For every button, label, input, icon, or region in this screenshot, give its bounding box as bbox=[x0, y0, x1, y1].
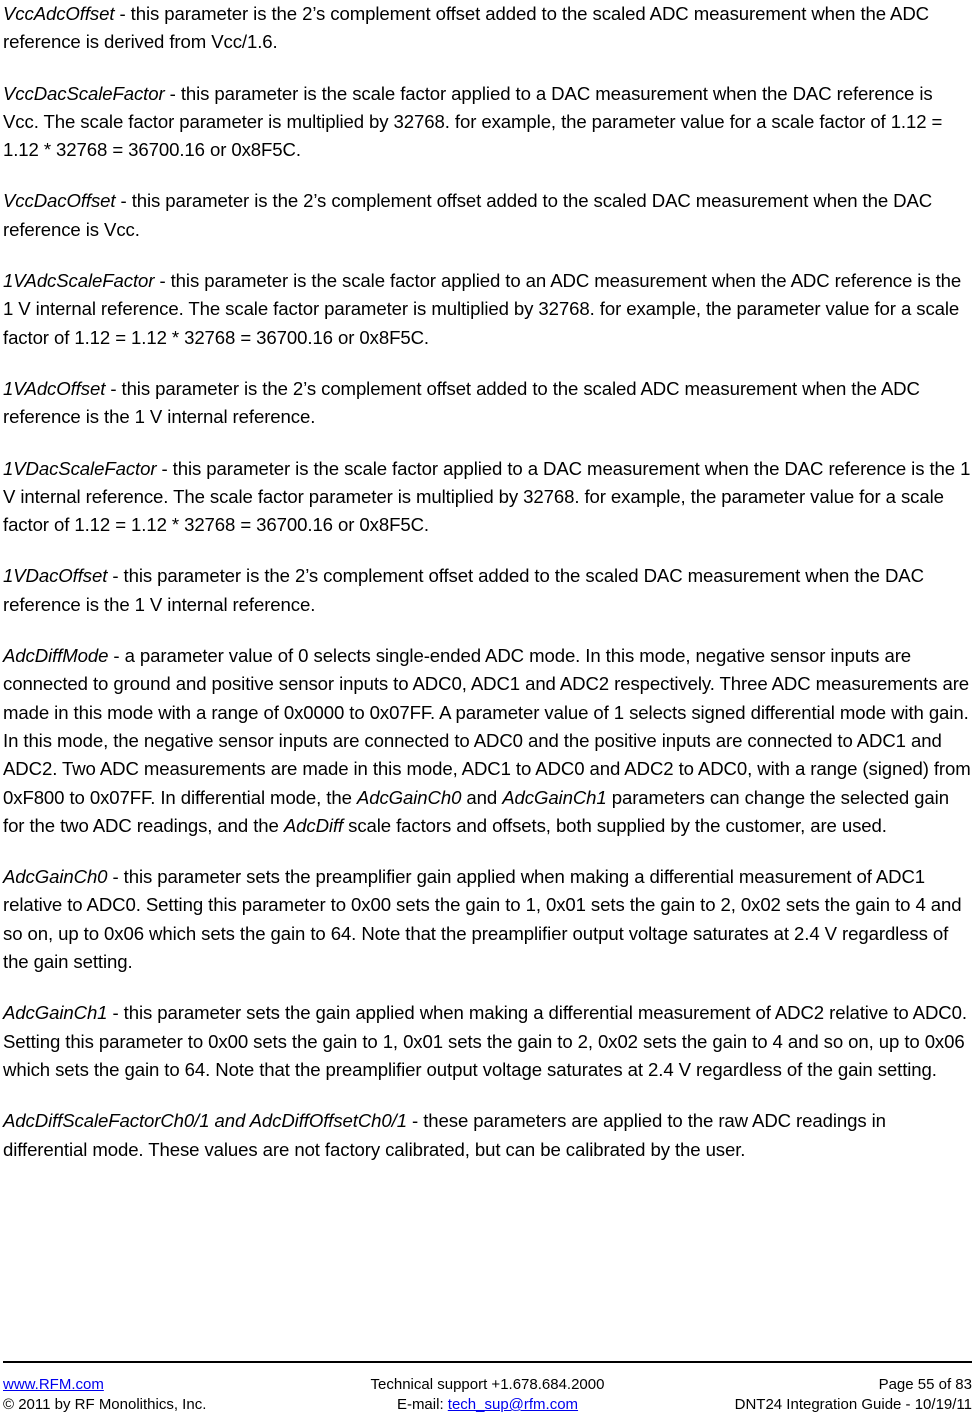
param-description: this parameter is the 2’s complement offset added to the scaled DAC measurement when the DAC reference is Vcc. bbox=[3, 190, 933, 240]
param-description-part: parameters can change the selected gain for the two ADC readings, and the bbox=[3, 786, 949, 836]
term-separator: - bbox=[107, 1002, 124, 1024]
param-term: 1VDacOffset bbox=[3, 565, 108, 587]
page-number: Page 55 of 83 bbox=[878, 1376, 972, 1393]
term-separator: - bbox=[107, 565, 124, 587]
term-separator: - bbox=[406, 1110, 424, 1132]
document-body bbox=[3, 0, 971, 1187]
param-term: 1VAdcScaleFactor bbox=[3, 270, 155, 292]
param-adcgainch1 bbox=[3, 999, 971, 1084]
param-1vadcoffset bbox=[3, 375, 971, 432]
param-term: 1VAdcOffset bbox=[3, 377, 106, 399]
email-label: E-mail: bbox=[396, 1396, 448, 1413]
param-adcgainch0 bbox=[3, 863, 971, 976]
param-term: VccAdcOffset bbox=[3, 3, 115, 24]
term-separator: - bbox=[156, 457, 173, 479]
param-adcdiffmode bbox=[3, 642, 971, 840]
term-separator: - bbox=[114, 3, 131, 24]
param-description: this parameter is the scale factor applied to a DAC measurement when the DAC reference is Vcc. The scale factor parameter is multiplied by 32768. for example, the parameter value for a scale factor of 1.12 = 1.12 * 32768 = 36700.16 or 0x8F5C. bbox=[3, 82, 943, 161]
param-1vdacoffset bbox=[3, 562, 971, 619]
copyright: © 2011 by RF Monolithics, Inc. bbox=[3, 1396, 207, 1413]
term-separator: - bbox=[115, 190, 132, 212]
param-description: this parameter is the scale factor applied to a DAC measurement when the DAC reference is the 1 V internal reference. The scale factor parameter is multiplied by 32768. for example, the parameter value for a scale factor of 1.12 = 1.12 * 32768 = 36700.16 or 0x8F5C. bbox=[3, 457, 971, 536]
param-description: this parameter sets the preamplifier gain applied when making a differential measurement of ADC1 relative to ADC0. Setting this parameter to 0x00 sets the gain to 1, 0x01 sets the gain to 2, 0x02 sets the gain to 4 and so on, up to 0x06 which sets the gain to 64. Note that the preamplifier output voltage saturates at 2.4 V regardless of the gain setting. bbox=[3, 866, 962, 973]
website-link[interactable]: www.RFM.com bbox=[3, 1376, 104, 1393]
param-vccdacscalefactor bbox=[3, 80, 971, 165]
term-separator: - bbox=[164, 82, 181, 104]
term-separator: - bbox=[108, 645, 125, 667]
email-link[interactable]: tech_sup@rfm.com bbox=[447, 1396, 579, 1413]
param-vccdacoffset bbox=[3, 187, 971, 244]
support-phone: Technical support +1.678.684.2000 bbox=[370, 1376, 605, 1393]
param-term: AdcDiffScaleFactorCh0/1 and AdcDiffOffsetCh0/1 bbox=[3, 1110, 407, 1132]
term-separator: - bbox=[154, 270, 171, 292]
param-term: 1VDacScaleFactor bbox=[3, 457, 157, 479]
param-vccadcoffset bbox=[3, 0, 971, 57]
footer-row-1 bbox=[3, 1375, 972, 1394]
term-separator: - bbox=[105, 377, 122, 399]
guide-title: DNT24 Integration Guide - 10/19/11 bbox=[734, 1396, 972, 1413]
param-description-part: scale factors and offsets, both supplied by the customer, are used. bbox=[343, 814, 887, 836]
param-1vdacscalefactor bbox=[3, 455, 971, 540]
param-description: this parameter sets the gain applied when making a differential measurement of ADC2 relative to ADC0. Setting this parameter to 0x00 sets the gain to 1, 0x01 sets the gain to 2, 0x02 sets the gain to 4 and so on, up to 0x06 which sets the gain to 64. Note that the preamplifier output voltage saturates at 2.4 V regardless of the gain setting. bbox=[3, 1002, 967, 1080]
param-description-part: and bbox=[461, 786, 503, 808]
param-description: this parameter is the 2’s complement offset added to the scaled ADC measurement when the ADC reference is the 1 V internal reference. bbox=[3, 377, 920, 428]
footer-row-2 bbox=[3, 1395, 972, 1414]
param-description-part: a parameter value of 0 selects single-ended ADC mode. In this mode, negative sensor inputs are connected to ground and positive sensor inputs to ADC0, ADC1 and ADC2 respectively. Three ADC measurements are made in this mode with a range of 0x0000 to 0x07FF. A parameter value of 1 selects signed differential mode with gain. In this mode, the negative sensor inputs are connected to ADC0 and the positive inputs are connected to ADC1 and ADC2. Two ADC measurements are made in this mode, ADC1 to ADC0 and ADC2 to ADC0, with a range (signed) from 0xF800 to 0x07FF. In differential mode, the bbox=[3, 645, 971, 808]
term-separator: - bbox=[107, 866, 124, 888]
param-reference: AdcGainCh1 bbox=[502, 786, 607, 808]
param-adcdiffscalefactor-offset bbox=[3, 1107, 971, 1164]
param-term: VccDacScaleFactor bbox=[3, 82, 165, 104]
param-term: AdcGainCh1 bbox=[3, 1002, 108, 1024]
param-description: this parameter is the scale factor applied to an ADC measurement when the ADC reference is the 1 V internal reference. The scale factor parameter is multiplied by 32768. for example, the parameter value for a scale factor of 1.12 = 1.12 * 32768 = 36700.16 or 0x8F5C. bbox=[3, 270, 962, 348]
param-description: this parameter is the 2’s complement offset added to the scaled DAC measurement when the DAC reference is the 1 V internal reference. bbox=[3, 565, 924, 615]
param-reference: AdcDiff bbox=[283, 814, 344, 836]
param-description: this parameter is the 2’s complement offset added to the scaled ADC measurement when the ADC reference is derived from Vcc/1.6. bbox=[3, 3, 930, 53]
param-term: AdcGainCh0 bbox=[3, 866, 108, 888]
param-description: these parameters are applied to the raw ADC readings in differential mode. These values are not factory calibrated, but can be calibrated by the user. bbox=[3, 1110, 886, 1160]
param-term: VccDacOffset bbox=[3, 190, 116, 212]
footer-divider bbox=[3, 1361, 972, 1363]
param-term: AdcDiffMode bbox=[3, 645, 109, 667]
param-reference: AdcGainCh0 bbox=[356, 786, 462, 808]
param-1vadcscalefactor bbox=[3, 267, 971, 352]
